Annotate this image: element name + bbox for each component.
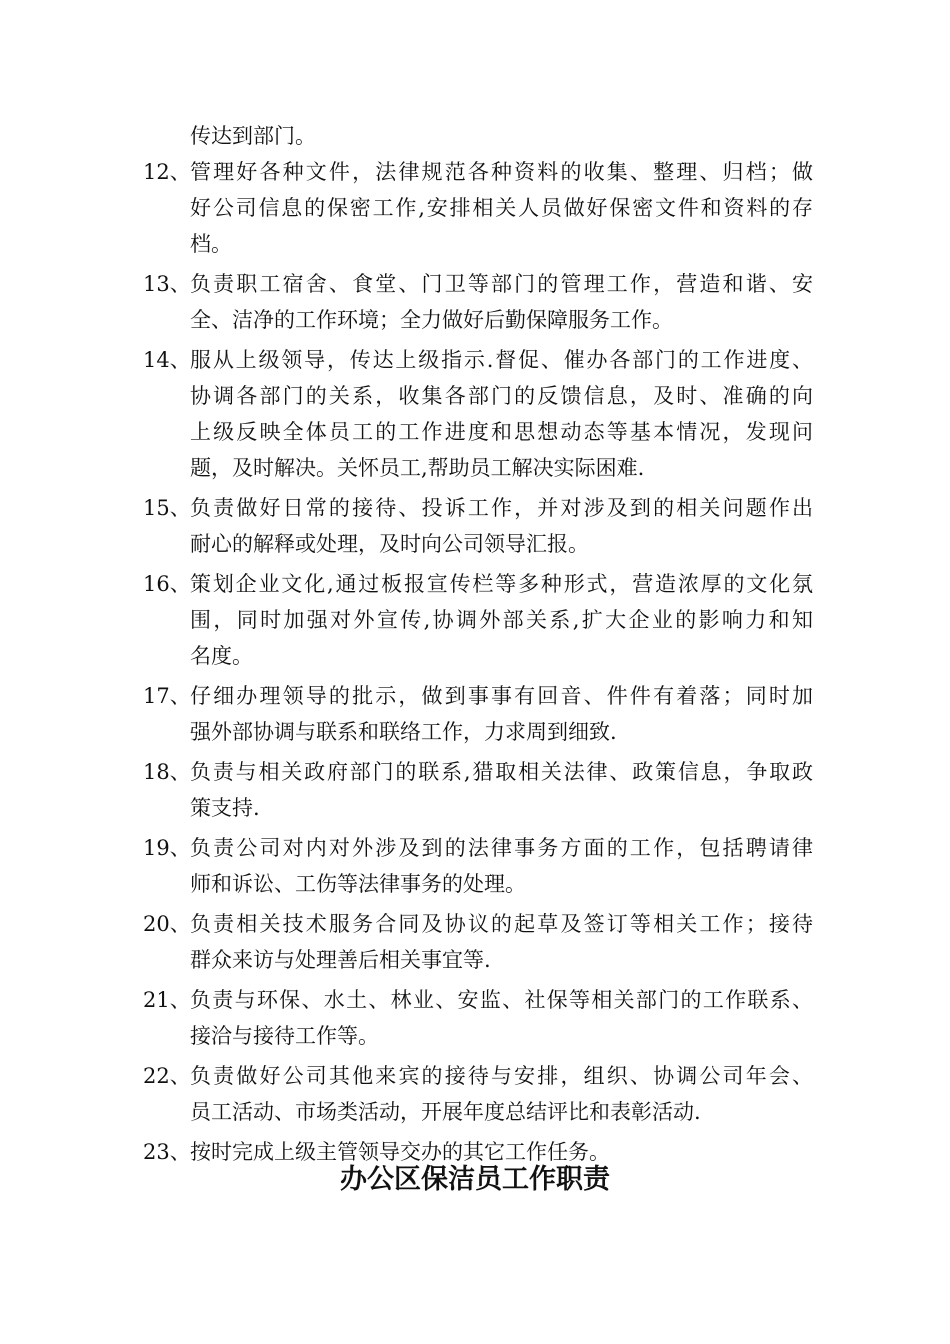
item-number: 23、 xyxy=(143,1140,191,1164)
item-text-line: 群众来访与处理善后相关事宜等. xyxy=(190,948,491,972)
item-number: 14、 xyxy=(143,348,191,372)
item-text xyxy=(190,490,813,562)
item-text-line: 负责公司对内对外涉及到的法律事务方面的工作，包括聘请律 xyxy=(190,836,813,860)
list-item xyxy=(143,266,813,338)
list-item xyxy=(143,342,813,486)
item-text-line: 全、洁净的工作环境；全力做好后勤保障服务工作。 xyxy=(190,308,673,332)
list-item xyxy=(143,490,813,562)
list-item xyxy=(143,154,813,262)
item-text-line: 题，及时解决。关怀员工,帮助员工解决实际困难. xyxy=(190,456,645,480)
item-text-line: 仔细办理领导的批示，做到事事有回音、件件有着落；同时加 xyxy=(190,684,813,708)
item-number: 12、 xyxy=(143,160,191,184)
continuation-line: 传达到部门。 xyxy=(190,124,316,148)
item-text-line: 负责相关技术服务合同及协议的起草及签订等相关工作；接待 xyxy=(190,912,813,936)
item-text-line: 策支持. xyxy=(190,796,260,820)
item-text-line: 师和诉讼、工伤等法律事务的处理。 xyxy=(190,872,526,896)
list-item xyxy=(143,1058,813,1130)
item-text xyxy=(190,678,813,750)
item-number: 22、 xyxy=(143,1064,191,1088)
item-text xyxy=(190,982,813,1054)
section-heading: 办公区保洁员工作职责 xyxy=(340,1164,610,1195)
item-number: 20、 xyxy=(143,912,191,936)
item-number: 18、 xyxy=(143,760,191,784)
list-item xyxy=(143,982,813,1054)
list-item xyxy=(143,906,813,978)
item-number: 17、 xyxy=(143,684,191,708)
item-number: 15、 xyxy=(143,496,191,520)
item-text-line: 负责职工宿舍、食堂、门卫等部门的管理工作，营造和谐、安 xyxy=(190,272,813,296)
item-text-line: 负责做好公司其他来宾的接待与安排，组织、协调公司年会、 xyxy=(190,1064,813,1088)
duty-list xyxy=(143,154,813,1174)
item-text-line: 服从上级领导，传达上级指示.督促、催办各部门的工作进度、 xyxy=(190,348,813,372)
item-text-line: 档。 xyxy=(190,232,232,256)
item-text-line: 负责做好日常的接待、投诉工作，并对涉及到的相关问题作出 xyxy=(190,496,813,520)
item-text xyxy=(190,830,813,902)
item-text-line: 协调各部门的关系，收集各部门的反馈信息，及时、准确的向 xyxy=(190,384,813,408)
item-text-line: 接洽与接待工作等。 xyxy=(190,1024,379,1048)
item-number: 16、 xyxy=(143,572,191,596)
item-text xyxy=(190,266,813,338)
item-number: 21、 xyxy=(143,988,191,1012)
item-text-line: 负责与环保、水土、林业、安监、社保等相关部门的工作联系、 xyxy=(190,988,813,1012)
item-text-line: 耐心的解释或处理，及时向公司领导汇报。 xyxy=(190,532,589,556)
item-text-line: 强外部协调与联系和联络工作，力求周到细致. xyxy=(190,720,617,744)
item-text xyxy=(190,342,813,486)
item-number: 13、 xyxy=(143,272,191,296)
item-text-line: 策划企业文化,通过板报宣传栏等多种形式，营造浓厚的文化氛 xyxy=(190,572,813,596)
item-text-line: 好公司信息的保密工作,安排相关人员做好保密文件和资料的存 xyxy=(190,196,813,220)
item-text xyxy=(190,566,813,674)
item-text xyxy=(190,154,813,262)
item-text xyxy=(190,906,813,978)
list-item xyxy=(143,830,813,902)
item-text-line: 围，同时加强对外宣传,协调外部关系,扩大企业的影响力和知 xyxy=(190,608,813,632)
list-item xyxy=(143,678,813,750)
list-item xyxy=(143,754,813,826)
item-text-line: 按时完成上级主管领导交办的其它工作任务。 xyxy=(190,1140,610,1164)
item-text xyxy=(190,1058,813,1130)
item-text-line: 上级反映全体员工的工作进度和思想动态等基本情况，发现问 xyxy=(190,420,813,444)
item-text-line: 管理好各种文件，法律规范各种资料的收集、整理、归档；做 xyxy=(190,160,813,184)
item-text-line: 负责与相关政府部门的联系,猎取相关法律、政策信息，争取政 xyxy=(190,760,813,784)
item-number: 19、 xyxy=(143,836,191,860)
list-item xyxy=(143,566,813,674)
item-text xyxy=(190,754,813,826)
item-text-line: 名度。 xyxy=(190,644,253,668)
item-text-line: 员工活动、市场类活动，开展年度总结评比和表彰活动. xyxy=(190,1100,701,1124)
